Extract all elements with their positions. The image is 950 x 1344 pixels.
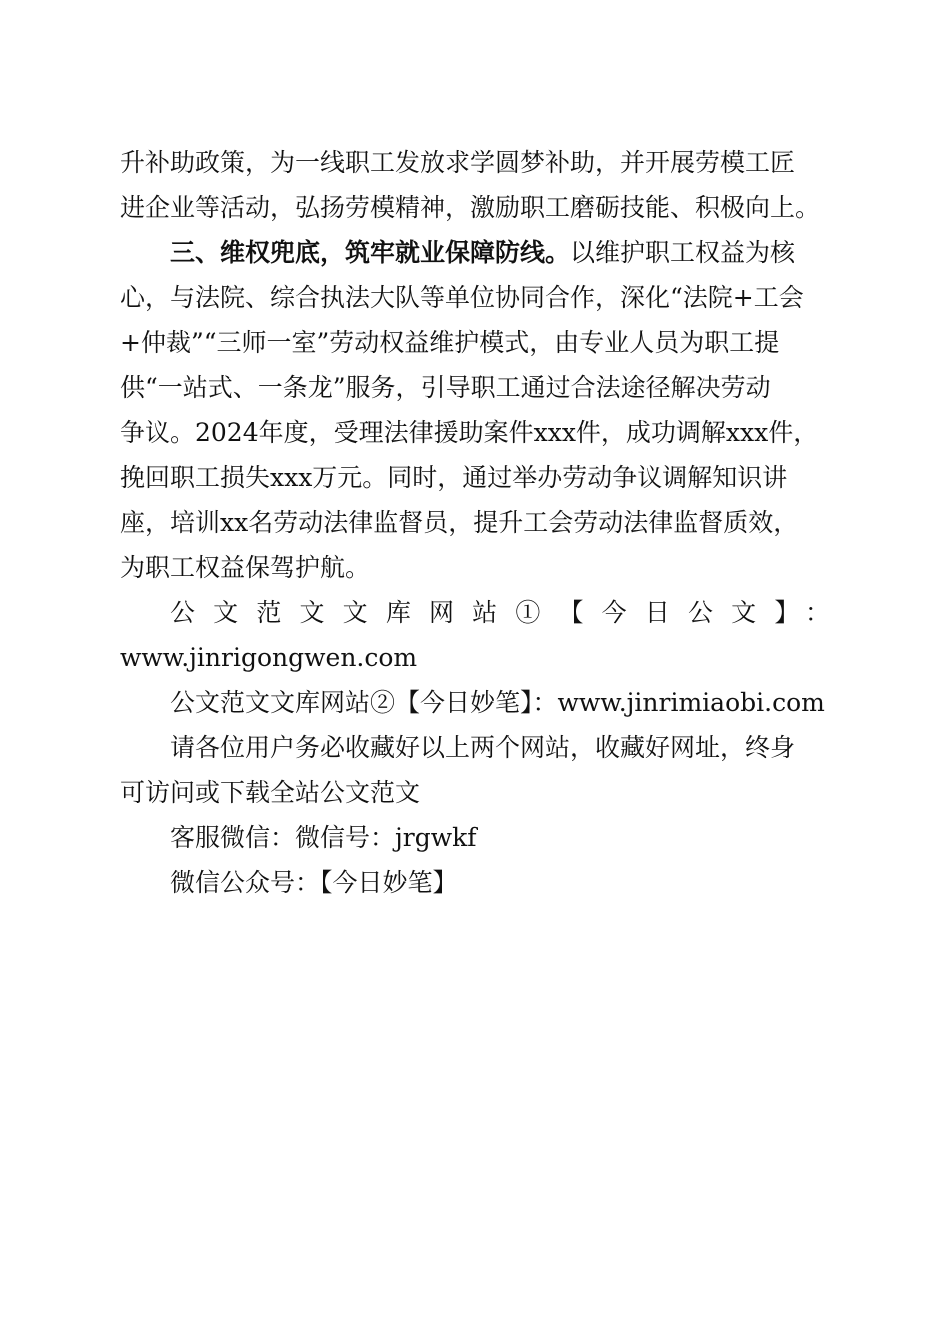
site1-label: 公文范文文库网站①【今日公文】：	[170, 598, 830, 627]
wechat-service: 客服微信：微信号：jrgwkf	[170, 823, 477, 852]
section-heading: 三、维权兜底，筑牢就业保障防线。	[170, 238, 571, 267]
para2-line-3: +仲裁”“三师一室”劳动权益维护模式，由专业人员为职工提	[120, 328, 780, 357]
para2-line-2: 心，与法院、综合执法大队等单位协同合作，深化“法院+工会	[120, 283, 804, 312]
site1-url[interactable]: www.jinrigongwen.com	[120, 643, 418, 672]
para2-line-7: 座，培训xx名劳动法律监督员，提升工会劳动法律监督质效，	[120, 508, 799, 537]
para1-line-1: 升补助政策，为一线职工发放求学圆梦补助，并开展劳模工匠	[120, 148, 796, 177]
para2-line-8: 为职工权益保驾护航。	[120, 553, 371, 582]
para2-line-5: 争议。2024年度，受理法律援助案件xxx件，成功调解xxx件，	[120, 418, 819, 447]
wechat-account: 微信公众号：【今日妙笔】	[170, 868, 458, 897]
para2-line-4: 供“一站式、一条龙”服务，引导职工通过合法途径解决劳动	[120, 373, 771, 402]
para2-first-line-rest: 以维护职工权益为核	[570, 238, 796, 267]
para2-first-line	[170, 238, 795, 268]
para1-line-2: 进企业等活动，弘扬劳模精神，激励职工磨砺技能、积极向上。	[120, 193, 821, 222]
notice-line-1: 请各位用户务必收藏好以上两个网站，收藏好网址，终身	[170, 733, 796, 762]
site2-line[interactable]: 公文范文文库网站②【今日妙笔】：www.jinrimiaobi.com	[170, 688, 825, 717]
para2-line-6: 挽回职工损失xxx万元。同时，通过举办劳动争议调解知识讲	[120, 463, 788, 492]
notice-line-2: 可访问或下载全站公文范文	[120, 778, 421, 807]
